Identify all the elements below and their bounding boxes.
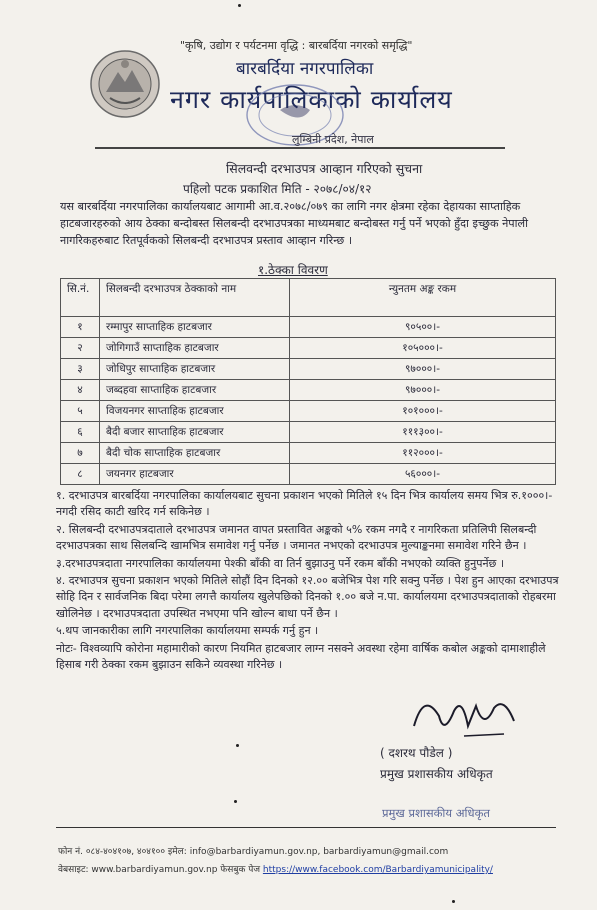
clause-2: २. सिलबन्दी दरभाउपत्रदाताले दरभाउपत्र जमानत वापत प्रस्तावित अङ्कको ५% रकम नगदै र नागरिकता प्रतिलिपी सिलबन्दी दरभाउपत्रका साथ सिलबन्दि खामभित्र समावेश गर्नु पर्नेछ । जमानत नभएको दरभाउपत्र मुल्याङ्कनमा समावेश गरिने छैन ।	[56, 522, 537, 553]
clause-5: ५.थप जानकारीका लागि नगरपालिका कार्यालयमा सम्पर्क गर्नु हुन ।	[56, 624, 319, 638]
amount-cell: १११३००।-	[290, 422, 556, 443]
clauses-block	[56, 488, 561, 674]
footer-rule	[56, 827, 556, 828]
name-cell: जयनगर हाटबजार	[100, 464, 290, 485]
footer-web	[58, 862, 558, 875]
amount-cell: १०१०००।-	[290, 401, 556, 422]
name-cell: विजयनगर साप्ताहिक हाटबजार	[100, 401, 290, 422]
header-contract-name: सिलबन्दी दरभाउपत्र ठेक्काको नाम	[100, 279, 290, 317]
office-name: नगर कार्यपालिकाको कार्यालय	[170, 85, 453, 114]
contract-table	[60, 278, 556, 485]
serial-cell: ८	[61, 464, 100, 485]
office-address: लुम्बिनी प्रदेश, नेपाल	[292, 133, 374, 146]
footer-contact	[58, 844, 558, 857]
table-row	[61, 401, 556, 422]
table-row	[61, 380, 556, 401]
handwritten-signature	[404, 686, 524, 746]
serial-cell: ७	[61, 443, 100, 464]
header-rule	[95, 147, 505, 149]
clause-3: ३.दरभाउपत्रदाता नगरपालिका कार्यालयमा पेश्की बाँकी वा तिर्न बुझाउनु पर्ने रकम बाँकी नभएको व्यक्ति हुनुपर्नेछ ।	[56, 556, 504, 570]
name-cell: रम्मापुर साप्ताहिक हाटबजार	[100, 317, 290, 338]
publication-line: पहिलो पटक प्रकाशित मिति - २०७८/०४/१२	[183, 182, 372, 196]
table-row	[61, 422, 556, 443]
note-clause: नोटः- विश्वव्यापि कोरोना महामारीको कारण नियमित हाटबजार लाग्न नसक्ने अवस्था रहेमा वार्षिक कबोल अङ्कको दामाशाहीले हिसाब गरी ठेक्का रकम बुझाउन सकिने व्यवस्था गरिनेछ ।	[56, 641, 546, 672]
notice-title: सिलवन्दी दरभाउपत्र आव्हान गरिएको सुचना	[226, 161, 423, 176]
header-serial: सि.नं.	[61, 279, 100, 317]
table-row	[61, 359, 556, 380]
name-cell: बैदी चोक साप्ताहिक हाटबजार	[100, 443, 290, 464]
website-line: वेबसाइट: www.barbardiyamun.gov.np फेसबुक पेज	[58, 865, 261, 875]
serial-cell: ६	[61, 422, 100, 443]
amount-cell: ५६०००।-	[290, 464, 556, 485]
amount-cell: ९७०००।-	[290, 380, 556, 401]
signatory-title: प्रमुख प्रशासकीय अधिकृत	[380, 767, 493, 781]
serial-cell: १	[61, 317, 100, 338]
serial-cell: ४	[61, 380, 100, 401]
serial-cell: २	[61, 338, 100, 359]
intro-paragraph: यस बारबर्दिया नगरपालिका कार्यालयबाट आगामी आ.व.२०७८/०७९ का लागि नगर क्षेत्रमा रहेका देहायका साप्ताहिक हाटबजारहरुको आय ठेक्का बन्दोबस्त सिलबन्दी दरभाउपत्रका माध्यमबाट बन्दोबस्त गर्नु पर्ने भएको हुँदा इच्छुक नेपाली नागरिकहरुबाट रितपूर्वकको सिलबन्दी दरभाउपत्र प्रस्ताव आव्हान गरिन्छ ।	[60, 200, 529, 247]
clause-1: १. दरभाउपत्र बारबर्दिया नगरपालिका कार्यालयबाट सुचना प्रकाशन भएको मितिले १५ दिन भित्र कार्यालय समय भित्र रु.१०००।- नगदी रसिद काटी खरिद गर्न सकिनेछ ।	[56, 489, 553, 519]
speck	[236, 744, 239, 747]
signatory-name: ( दशरथ पौडेल )	[380, 746, 453, 760]
name-cell: जोधिपुर साप्ताहिक हाटबजार	[100, 359, 290, 380]
nepal-emblem-logo	[88, 48, 162, 120]
amount-cell: ९७०००।-	[290, 359, 556, 380]
speck	[238, 4, 241, 7]
serial-cell: ५	[61, 401, 100, 422]
clause-4: ४. दरभाउपत्र सुचना प्रकाशन भएको मितिले सोहौं दिन दिनको १२.०० बजेभित्र पेश गरि सक्नु पर्नेछ । पेश हुन आएका दरभाउपत्र सोहि दिन र सार्वजनिक बिदा परेमा लगत्तै कार्यालय खुलेपछिको दिनको १.०० बजे न.पा. कार्यालयमा दरभाउपत्रदाताको रोहबरमा खोलिनेछ । दरभाउपत्रदाता उपस्थित नभएमा पनि खोल्न बाधा पर्ने छैन ।	[56, 574, 559, 620]
serial-cell: ३	[61, 359, 100, 380]
name-cell: बैदी बजार साप्ताहिक हाटबजार	[100, 422, 290, 443]
amount-cell: ९०५००।-	[290, 317, 556, 338]
email-text: info@barbardiyamun.gov.np, barbardiyamun@gmail.com	[189, 847, 449, 857]
speck	[452, 900, 455, 903]
org-name: बारबर्दिया नगरपालिका	[236, 59, 374, 79]
header-min-amount: न्युनतम अङ्क रकम	[290, 279, 556, 317]
facebook-link[interactable]: https://www.facebook.com/Barbardiyamunicipality/	[262, 865, 493, 875]
slogan: "कृषि, उद्योग र पर्यटनमा वृद्धि : बारबर्दिया नगरको समृद्धि"	[180, 39, 413, 52]
table-title: १.ठेक्का विवरण	[258, 263, 328, 277]
speck	[234, 800, 237, 803]
phone-line: फोन नं. ०८४-४०४१०७, ४०४१०० इमेल:	[58, 847, 187, 857]
amount-cell: १०५०००।-	[290, 338, 556, 359]
table-header-row	[61, 279, 556, 317]
name-cell: जब्दहवा साप्ताहिक हाटबजार	[100, 380, 290, 401]
table-row	[61, 464, 556, 485]
name-cell: जोगिगाउँ साप्ताहिक हाटबजार	[100, 338, 290, 359]
amount-cell: ११२०००।-	[290, 443, 556, 464]
table-row	[61, 443, 556, 464]
table-row	[61, 317, 556, 338]
table-row	[61, 338, 556, 359]
signature-stamp: प्रमुख प्रशासकीय अधिकृत	[382, 806, 490, 820]
